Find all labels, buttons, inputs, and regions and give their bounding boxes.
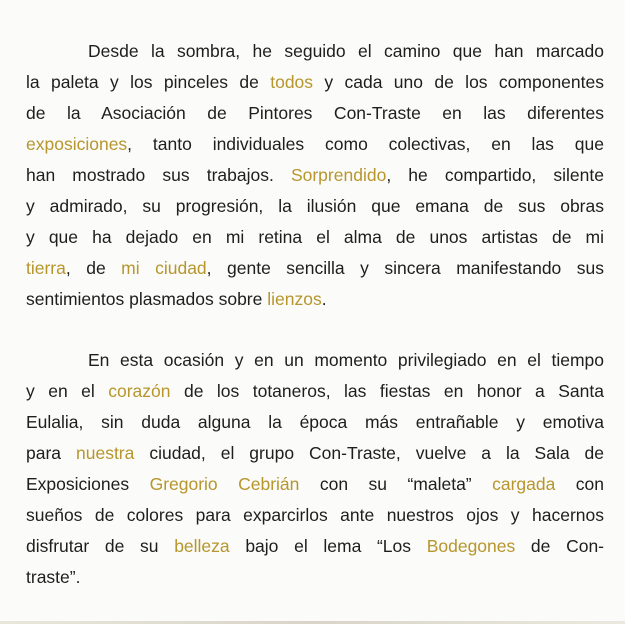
highlighted-word: lienzos [267, 289, 322, 309]
text-segment: Eulalia, sin duda alguna la época más entrañable y emotiva [26, 412, 604, 432]
highlighted-word: todos [270, 72, 314, 92]
text-line [26, 191, 604, 222]
text-segment: con [555, 474, 604, 494]
text-segment: y en el [26, 381, 109, 401]
text-line [26, 98, 604, 129]
text-segment: han mostrado sus trabajos. [26, 165, 291, 185]
highlighted-word: Sorprendido [290, 165, 387, 185]
text-segment: , he compartido, silente [386, 165, 604, 185]
highlighted-word: nuestra [76, 443, 135, 463]
text-segment: y cada uno de los componentes [313, 72, 604, 92]
highlighted-word: corazón [108, 381, 171, 401]
text-segment: , de [65, 258, 122, 278]
text-segment: y admirado, su progresión, la ilusión que emana de sus obras [26, 196, 604, 216]
text-line [26, 376, 604, 407]
text-segment: ciudad, el grupo Con-Traste, vuelve a la Sala de [134, 443, 604, 463]
text-segment: disfrutar de su [26, 536, 175, 556]
text-segment: y que ha dejado en mi retina el alma de unos artistas de mi [26, 227, 604, 247]
text-line [26, 160, 604, 191]
text-line [26, 438, 604, 469]
text-segment: para [26, 443, 76, 463]
paragraph-2 [26, 345, 604, 593]
highlighted-word: belleza [174, 536, 230, 556]
text-segment: la paleta y los pinceles de [26, 72, 271, 92]
text-segment: de Con- [515, 536, 604, 556]
text-line [26, 407, 604, 438]
text-segment: Desde la sombra, he seguido el camino que han marcado [88, 41, 604, 61]
text-segment: de la Asociación de Pintores Con-Traste en las diferentes [26, 103, 604, 123]
text-line [26, 531, 604, 562]
text-segment: sueños de colores para exparcirlos ante nuestros ojos y hacernos [26, 505, 604, 525]
text-line [26, 253, 604, 284]
text-segment: , gente sencilla y sincera manifestando sus [206, 258, 604, 278]
text-segment: En esta ocasión y en un momento privilegiado en el tiempo [88, 350, 604, 370]
text-line [26, 36, 604, 67]
text-line [26, 469, 604, 500]
highlighted-word: exposiciones [26, 134, 128, 154]
text-line [26, 284, 604, 315]
text-line [26, 345, 604, 376]
text-segment: con su “maleta” [299, 474, 493, 494]
text-segment: traste”. [26, 567, 81, 587]
text-segment: . [321, 289, 327, 309]
text-line [26, 129, 604, 160]
highlighted-word: tierra [26, 258, 66, 278]
text-segment: sentimientos plasmados sobre [26, 289, 268, 309]
highlighted-word: cargada [492, 474, 556, 494]
highlighted-word: mi ciudad [121, 258, 207, 278]
highlighted-word: Gregorio Cebrián [149, 474, 300, 494]
text-line [26, 562, 604, 593]
text-segment: , tanto individuales como colectivas, en las que [127, 134, 604, 154]
paragraph-1 [26, 36, 604, 315]
text-segment: bajo el lema “Los [229, 536, 427, 556]
text-segment: Exposiciones [26, 474, 150, 494]
highlighted-word: Bodegones [426, 536, 516, 556]
text-line [26, 67, 604, 98]
text-line [26, 500, 604, 531]
text-segment: de los totaneros, las fiestas en honor a Santa [170, 381, 604, 401]
text-line [26, 222, 604, 253]
